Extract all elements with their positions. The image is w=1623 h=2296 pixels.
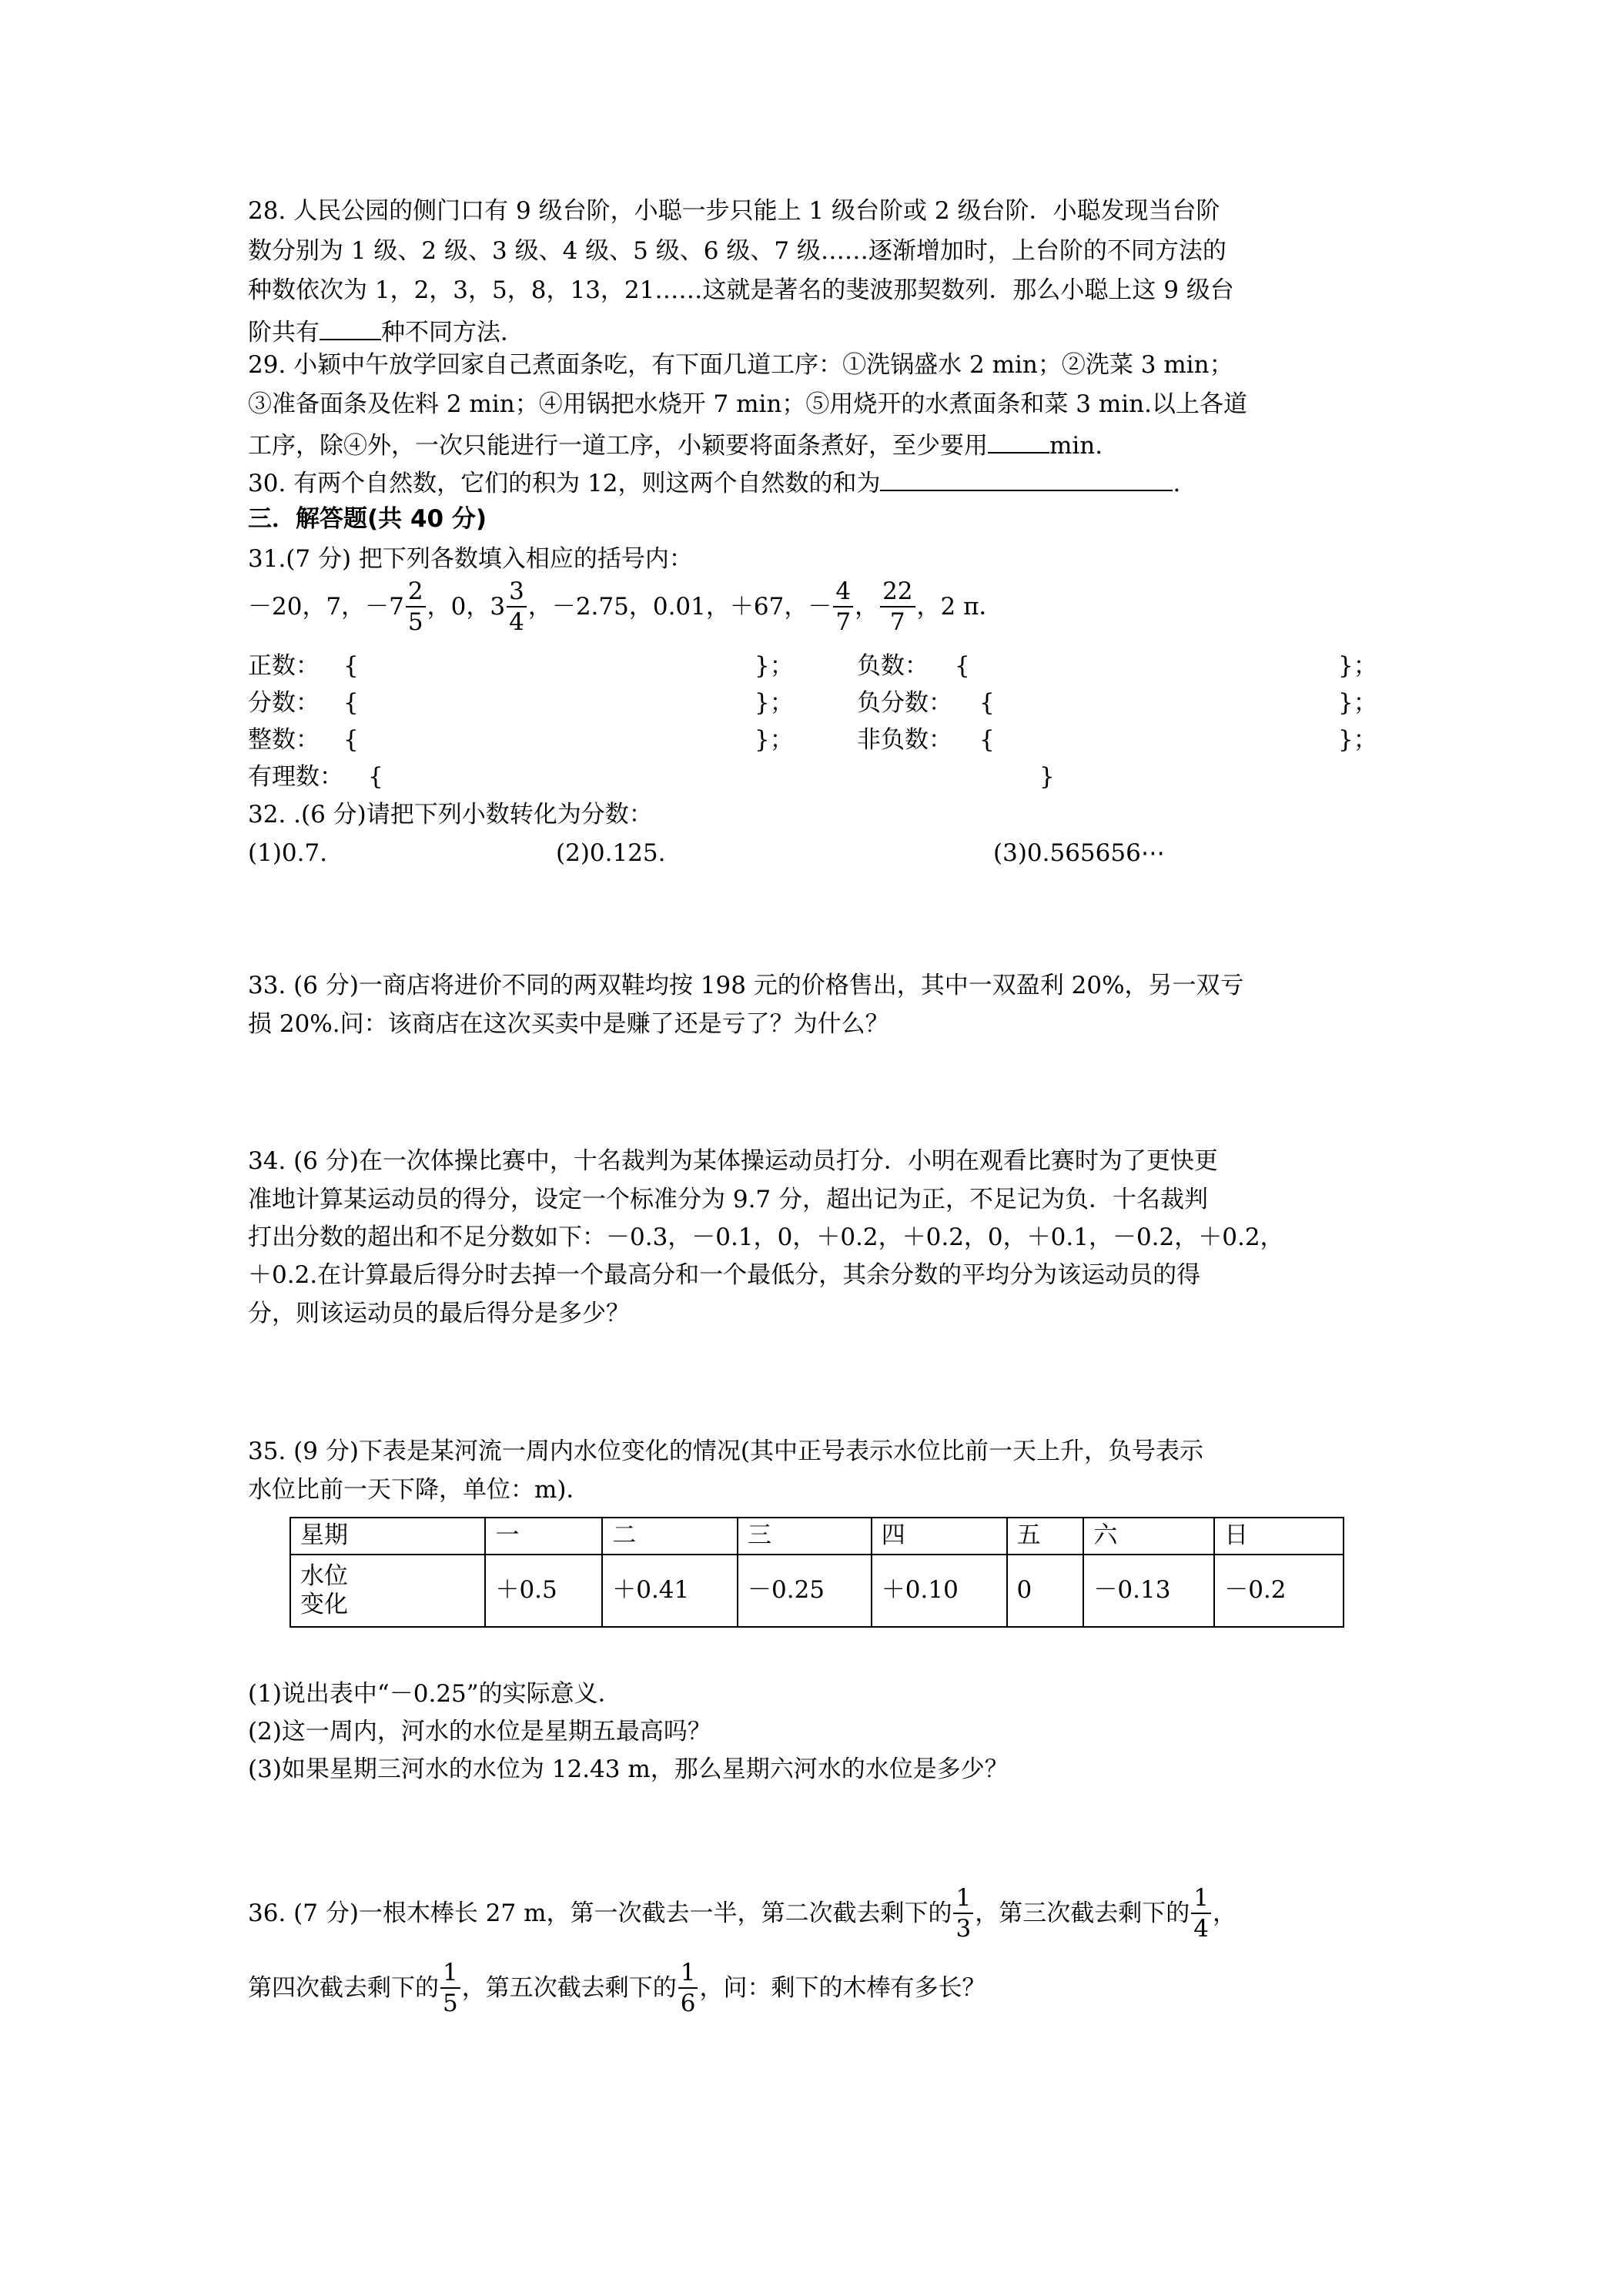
q28-line1: 28. 人民公园的侧门口有 9 级台阶，小聪一步只能上 1 级台阶或 2 级台阶．小聪发现当台阶	[248, 197, 1220, 225]
q31-negative-label: 负数：	[857, 652, 929, 680]
q36-line2	[248, 1961, 986, 2016]
q36-text-d: 第四次截去剩下的	[248, 1973, 439, 2002]
table-row-label-2: 变化	[300, 1591, 348, 1618]
q29-answer-blank[interactable]	[988, 429, 1049, 454]
table-row-label	[290, 1555, 485, 1627]
q28-line4	[248, 316, 524, 347]
q28-line3: 种数依次为 1，2，3，5，8，13，21……这就是著名的斐波那契数列．那么小聪上这 9 级台	[248, 276, 1234, 304]
q30-line	[248, 467, 1180, 498]
table-cell: －0.2	[1214, 1555, 1344, 1627]
table-cell: ＋0.10	[872, 1555, 1007, 1627]
q30-post: .	[1173, 470, 1181, 497]
table-cell: －0.13	[1083, 1555, 1214, 1627]
q36-text-c: ，	[1212, 1899, 1236, 1927]
q31-neg-fraction-open: {	[979, 689, 995, 717]
q31-positive-close: }；	[755, 652, 794, 680]
q36-f4-den: 6	[680, 1990, 696, 2017]
q31-fraction-3-4	[507, 577, 527, 636]
q36-text-a: 36. (7 分)一根木棒长 27 m，第一次截去一半，第二次截去剩下的	[248, 1899, 952, 1927]
q33-line2: 损 20%.问：该商店在这次买卖中是赚了还是亏了？为什么？	[248, 1010, 889, 1038]
q31-n2: ，0，3	[427, 592, 506, 621]
q32-part2: (2)0.125.	[556, 839, 666, 867]
q31-negative-open: {	[955, 652, 970, 680]
table-cell: 0	[1007, 1555, 1084, 1627]
q28-answer-blank[interactable]	[320, 316, 381, 340]
q31-positive-label: 正数：	[248, 652, 320, 680]
table-day: 日	[1214, 1518, 1344, 1555]
q36-fraction-1-3	[953, 1886, 973, 1941]
section-title: 三．解答题(共 40 分)	[248, 505, 487, 533]
table-value-row	[290, 1555, 1344, 1627]
q31-f1-num: 2	[406, 580, 426, 607]
q31-f2-den: 4	[509, 608, 524, 636]
q31-n3: ，－2.75，0.01，＋67，－	[527, 592, 832, 621]
q35-line2: 水位比前一天下降，单位：m)．	[248, 1476, 591, 1504]
q29-line1: 29. 小颖中午放学回家自己煮面条吃，有下面几道工序：①洗锅盛水 2 min；②洗菜 3 min；	[248, 351, 1233, 379]
table-header-row	[290, 1518, 1344, 1555]
q36-text-b: ，第三次截去剩下的	[975, 1899, 1190, 1927]
table-day: 五	[1007, 1518, 1084, 1555]
table-cell: －0.25	[738, 1555, 872, 1627]
q36-fraction-1-5	[440, 1961, 460, 2016]
q36-f1-num: 1	[953, 1886, 973, 1914]
q31-rational-label: 有理数：	[248, 763, 343, 791]
q31-fraction-22-7	[880, 577, 915, 636]
q29-line3	[248, 429, 1103, 460]
q31-fraction-label: 分数：	[248, 689, 320, 717]
q36-f1-den: 3	[955, 1915, 972, 1943]
q31-f3-den: 7	[835, 608, 852, 636]
q36-f2-num: 1	[1191, 1886, 1211, 1914]
q36-f2-den: 4	[1193, 1915, 1209, 1943]
q31-neg-fraction-label: 负分数：	[857, 689, 952, 717]
q31-f4-den: 7	[889, 608, 905, 636]
table-day: 三	[738, 1518, 872, 1555]
q31-integer-open: {	[343, 726, 359, 754]
q30-answer-blank[interactable]	[880, 467, 1173, 491]
q32-part3: (3)0.565656⋯	[993, 839, 1165, 867]
q31-positive-open: {	[343, 652, 359, 680]
q36-line1	[248, 1886, 1236, 1941]
q31-non-negative-label: 非负数：	[857, 726, 952, 754]
table-day: 二	[602, 1518, 738, 1555]
q29-line3-post: min.	[1049, 432, 1103, 460]
q36-f4-num: 1	[678, 1961, 698, 1989]
q31-n1: －20，7，－7	[248, 592, 404, 621]
q31-fraction-close: }；	[755, 689, 794, 717]
q29-line3-pre: 工序，除④外，一次只能进行一道工序，小颖要将面条煮好，至少要用	[248, 432, 988, 460]
q35-sub1: (1)说出表中“－0.25”的实际意义．	[248, 1680, 622, 1708]
q36-fraction-1-4	[1191, 1886, 1211, 1941]
q34-line4: ＋0.2.在计算最后得分时去掉一个最高分和一个最低分，其余分数的平均分为该运动员的得	[248, 1261, 1201, 1289]
q34-line2: 准地计算某运动员的得分，设定一个标准分为 9.7 分，超出记为正，不足记为负．十名裁判	[248, 1186, 1209, 1213]
q36-f3-den: 5	[443, 1990, 458, 2017]
q35-sub2: (2)这一周内，河水的水位是星期五最高吗？	[248, 1718, 711, 1745]
q31-non-negative-open: {	[979, 726, 995, 754]
q31-f4-num: 22	[880, 580, 915, 607]
q36-text-e: ，第五次截去剩下的	[461, 1973, 677, 2002]
q28-line4-pre: 阶共有	[248, 319, 320, 346]
q34-line5: 分，则该运动员的最后得分是多少？	[248, 1300, 630, 1327]
q35-line1: 35. (9 分)下表是某河流一周内水位变化的情况(其中正号表示水位比前一天上升，负号表示	[248, 1438, 1204, 1465]
q31-integer-label: 整数：	[248, 726, 320, 754]
q32-stem: 32. .(6 分)请把下列小数转化为分数：	[248, 801, 653, 828]
table-cell: ＋0.5	[485, 1555, 602, 1627]
q31-rational-open: {	[368, 763, 383, 791]
q28-line2: 数分别为 1 级、2 级、3 级、4 级、5 级、6 级、7 级……逐渐增加时，上台阶的不同方法的	[248, 237, 1226, 265]
q28-line4-post: 种不同方法．	[381, 319, 524, 346]
table-day: 四	[872, 1518, 1007, 1555]
table-cell: ＋0.41	[602, 1555, 738, 1627]
q31-fraction-4-7	[833, 577, 853, 636]
water-level-table	[289, 1517, 1344, 1628]
q34-line1: 34. (6 分)在一次体操比赛中，十名裁判为某体操运动员打分．小明在观看比赛时为了更快更	[248, 1147, 1218, 1175]
q31-f1-den: 5	[407, 608, 423, 636]
q36-text-f: ，问：剩下的木棒有多长？	[699, 1973, 986, 2002]
q36-f3-num: 1	[440, 1961, 460, 1989]
q36-fraction-1-6	[678, 1961, 698, 2016]
table-day: 一	[485, 1518, 602, 1555]
q31-fraction-open: {	[343, 689, 359, 717]
table-header-label: 星期	[290, 1518, 485, 1555]
table-row-label-1: 水位	[300, 1561, 348, 1590]
q31-n5: ，2 π．	[916, 592, 1003, 621]
q31-rational-close: }	[1039, 763, 1055, 791]
q29-line2: ③准备面条及佐料 2 min；④用锅把水烧开 7 min；⑤用烧开的水煮面条和菜 3 min.以上各道	[248, 390, 1247, 418]
q31-number-list	[248, 577, 1003, 636]
q31-non-negative-close: }；	[1338, 726, 1377, 754]
q33-line1: 33. (6 分)一商店将进价不同的两双鞋均按 198 元的价格售出，其中一双盈利 20%，另一双亏	[248, 972, 1244, 999]
q31-integer-close: }；	[755, 726, 794, 754]
q35-sub3: (3)如果星期三河水的水位为 12.43 m，那么星期六河水的水位是多少？	[248, 1755, 1009, 1783]
q34-line3: 打出分数的超出和不足分数如下：－0.3，－0.1，0，＋0.2，＋0.2，0，＋0.1，－0.2，＋0.2，	[248, 1223, 1284, 1251]
q31-f2-num: 3	[507, 580, 527, 607]
q31-n4: ，	[855, 592, 879, 621]
q31-fraction-2-5	[406, 577, 426, 636]
q30-pre: 30. 有两个自然数，它们的积为 12，则这两个自然数的和为	[248, 470, 881, 497]
q31-f3-num: 4	[833, 580, 853, 607]
q31-neg-fraction-close: }；	[1338, 689, 1377, 717]
q31-negative-close: }；	[1338, 652, 1377, 680]
q31-stem: 31.(7 分) 把下列各数填入相应的括号内：	[248, 545, 693, 573]
table-day: 六	[1083, 1518, 1214, 1555]
q32-part1: (1)0.7.	[248, 839, 328, 867]
